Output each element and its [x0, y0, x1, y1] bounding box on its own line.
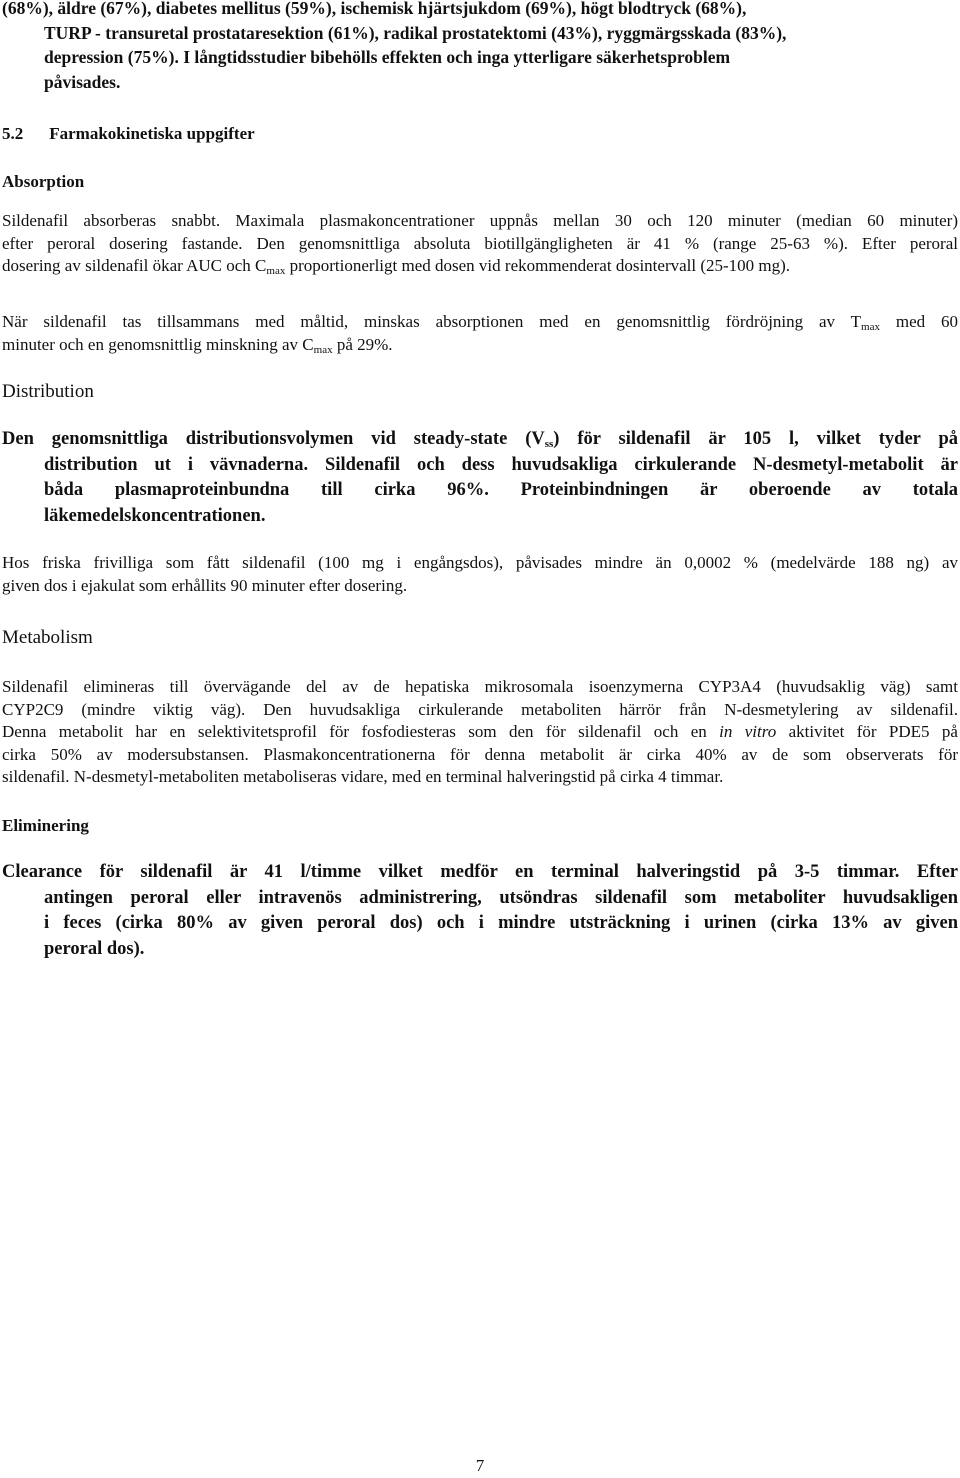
italic-term: in vitro	[719, 722, 777, 742]
text-line: peroral dos).	[44, 938, 145, 959]
text-line: läkemedelskoncentrationen.	[44, 505, 266, 526]
text-line: Sildenafil elimineras till övervägande del av de hepatiska mikrosomala isoenzymerna CYP3A4 (huvudsaklig väg) samt	[2, 677, 958, 696]
absorption-paragraph-1	[2, 210, 958, 278]
text-fragment: aktivitet för PDE5 på	[776, 722, 958, 742]
text-fragment: dosering av sildenafil ökar AUC och C	[2, 256, 267, 276]
distribution-heading: Distribution	[2, 381, 94, 402]
subscript: max	[861, 321, 880, 333]
text-line: antingen peroral eller intravenös administrering, utsöndras sildenafil som metaboliter huvudsakligen	[44, 887, 958, 908]
text-line	[2, 255, 958, 278]
text-fragment: Den genomsnittliga distributionsvolymen vid steady-state (V	[2, 429, 545, 449]
text-fragment: När sildenafil tas tillsammans med måltid, minskas absorptionen med en genomsnittlig fördröjning av T	[2, 312, 862, 331]
metabolism-paragraph	[2, 676, 958, 789]
text-fragment: med 60	[879, 312, 958, 331]
subscript: max	[313, 343, 333, 356]
section-heading	[2, 124, 958, 144]
absorption-heading: Absorption	[2, 172, 85, 191]
text-fragment: Denna metabolit har en selektivitetsprofil för fosfodiesteras som den för sildenafil och en	[2, 722, 720, 742]
elimination-heading: Eliminering	[2, 816, 89, 835]
intro-paragraph	[2, 0, 958, 94]
intro-line: (68%), äldre (67%), diabetes mellitus (59%), ischemisk hjärtsjukdom (69%), högt blodtryck (68%),	[2, 0, 747, 18]
text-line: distribution ut i vävnaderna. Sildenafil och dess huvudsakliga cirkulerande N-desmetyl-metabolit är	[44, 454, 958, 475]
intro-line: depression (75%). I långtidsstudier bibehölls effekten och inga ytterligare säkerhetsproblem	[44, 47, 731, 67]
text-fragment: på 29%.	[332, 334, 393, 354]
section-number: 5.2	[2, 124, 24, 143]
text-line: Hos friska frivilliga som fått sildenafil (100 mg i engångsdos), påvisades mindre än 0,0002 % (medelvärde 188 ng) av	[2, 553, 958, 572]
intro-line: påvisades.	[44, 71, 121, 92]
text-line	[2, 721, 958, 744]
text-line: cirka 50% av modersubstansen. Plasmakoncentrationerna för denna metabolit är cirka 40% av de som observerats för	[2, 744, 958, 764]
text-line: efter peroral dosering fastande. Den genomsnittliga absoluta biotillgängligheten är 41 % (range 25-63 %). Efter peroral	[2, 233, 958, 253]
text-line	[2, 311, 958, 334]
section-title: Farmakokinetiska uppgifter	[49, 124, 255, 143]
distribution-paragraph	[2, 552, 958, 597]
subscript: max	[266, 265, 286, 278]
text-line	[2, 334, 958, 357]
distribution-bold-paragraph	[2, 427, 958, 529]
intro-line: TURP - transuretal prostataresektion (61%), radikal prostatektomi (43%), ryggmärgsskada (83%),	[44, 22, 787, 43]
text-line: CYP2C9 (mindre viktig väg). Den huvudsakliga cirkulerande metaboliten härrör från N-desmetylering av sildenafil.	[2, 699, 958, 719]
text-line	[2, 427, 958, 453]
metabolism-heading: Metabolism	[2, 627, 93, 648]
text-line: Sildenafil absorberas snabbt. Maximala plasmakoncentrationer uppnås mellan 30 och 120 minuter (median 60 minuter)	[2, 211, 958, 230]
page-number: 7	[475, 1456, 485, 1475]
text-line: sildenafil. N-desmetyl-metaboliten metaboliseras vidare, med en terminal halveringstid på cirka 4 timmar.	[2, 767, 724, 787]
text-line: given dos i ejakulat som erhållits 90 minuter efter dosering.	[2, 575, 408, 595]
text-line: Clearance för sildenafil är 41 l/timme vilket medför en terminal halveringstid på 3-5 timmar. Efter	[2, 862, 958, 882]
text-fragment: ) för sildenafil är 105 l, vilket tyder på	[553, 429, 958, 449]
text-line: i feces (cirka 80% av given peroral dos) och i mindre utsträckning i urinen (cirka 13% av given	[44, 913, 958, 933]
text-fragment: proportionerligt med dosen vid rekommenderat dosintervall (25-100 mg).	[285, 256, 791, 276]
text-fragment: minuter och en genomsnittlig minskning av C	[2, 334, 314, 354]
elimination-bold-paragraph	[2, 860, 958, 962]
subscript: ss	[544, 438, 554, 450]
text-line: båda plasmaproteinbundna till cirka 96%. Proteinbindningen är oberoende av totala	[44, 480, 958, 500]
absorption-paragraph-2	[2, 311, 958, 356]
